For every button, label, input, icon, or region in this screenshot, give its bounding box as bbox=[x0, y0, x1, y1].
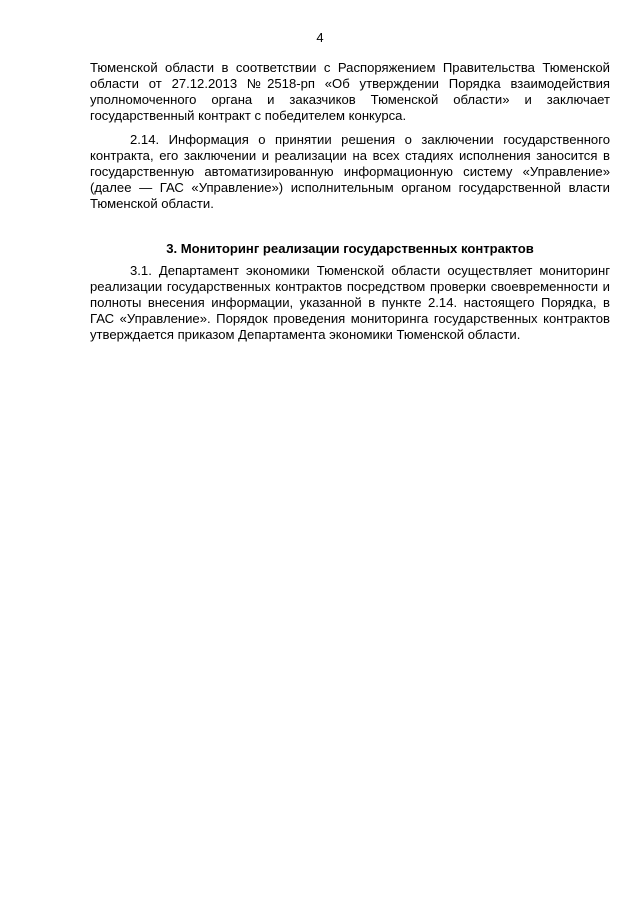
paragraph-continued: Тюменской области в соответствии с Распоряжением Правительства Тюменской области от 27.12.2013 №2518-рп «Об утверждении Порядка взаимодействия уполномоченного органа и заказчиков Тюменской области» и заключает государственный контракт с победителем конкурса. bbox=[90, 60, 610, 123]
paragraph-3-1: 3.1. Департамент экономики Тюменской области осуществляет мониторинг реализации государственных контрактов посредством проверки своевременности и полноты внесения информации, указанной в пункте 2.14. настоящего Порядка, в ГАС «Управление». Порядок проведения мониторинга государственных контрактов утверждается приказом Департамента экономики Тюменской области. bbox=[90, 263, 610, 342]
paragraph-2-14: 2.14. Информация о принятии решения о заключении государственного контракта, его заключении и реализации на всех стадиях исполнения заносится в государственную автоматизированную информационную систему «Управление» (далее — ГАС «Управление») исполнительным органом государственной власти Тюменской области. bbox=[90, 132, 610, 211]
document-body bbox=[90, 60, 610, 343]
section-heading: 3. Мониторинг реализации государственных контрактов bbox=[166, 241, 534, 256]
page-number: 4 bbox=[316, 30, 324, 45]
